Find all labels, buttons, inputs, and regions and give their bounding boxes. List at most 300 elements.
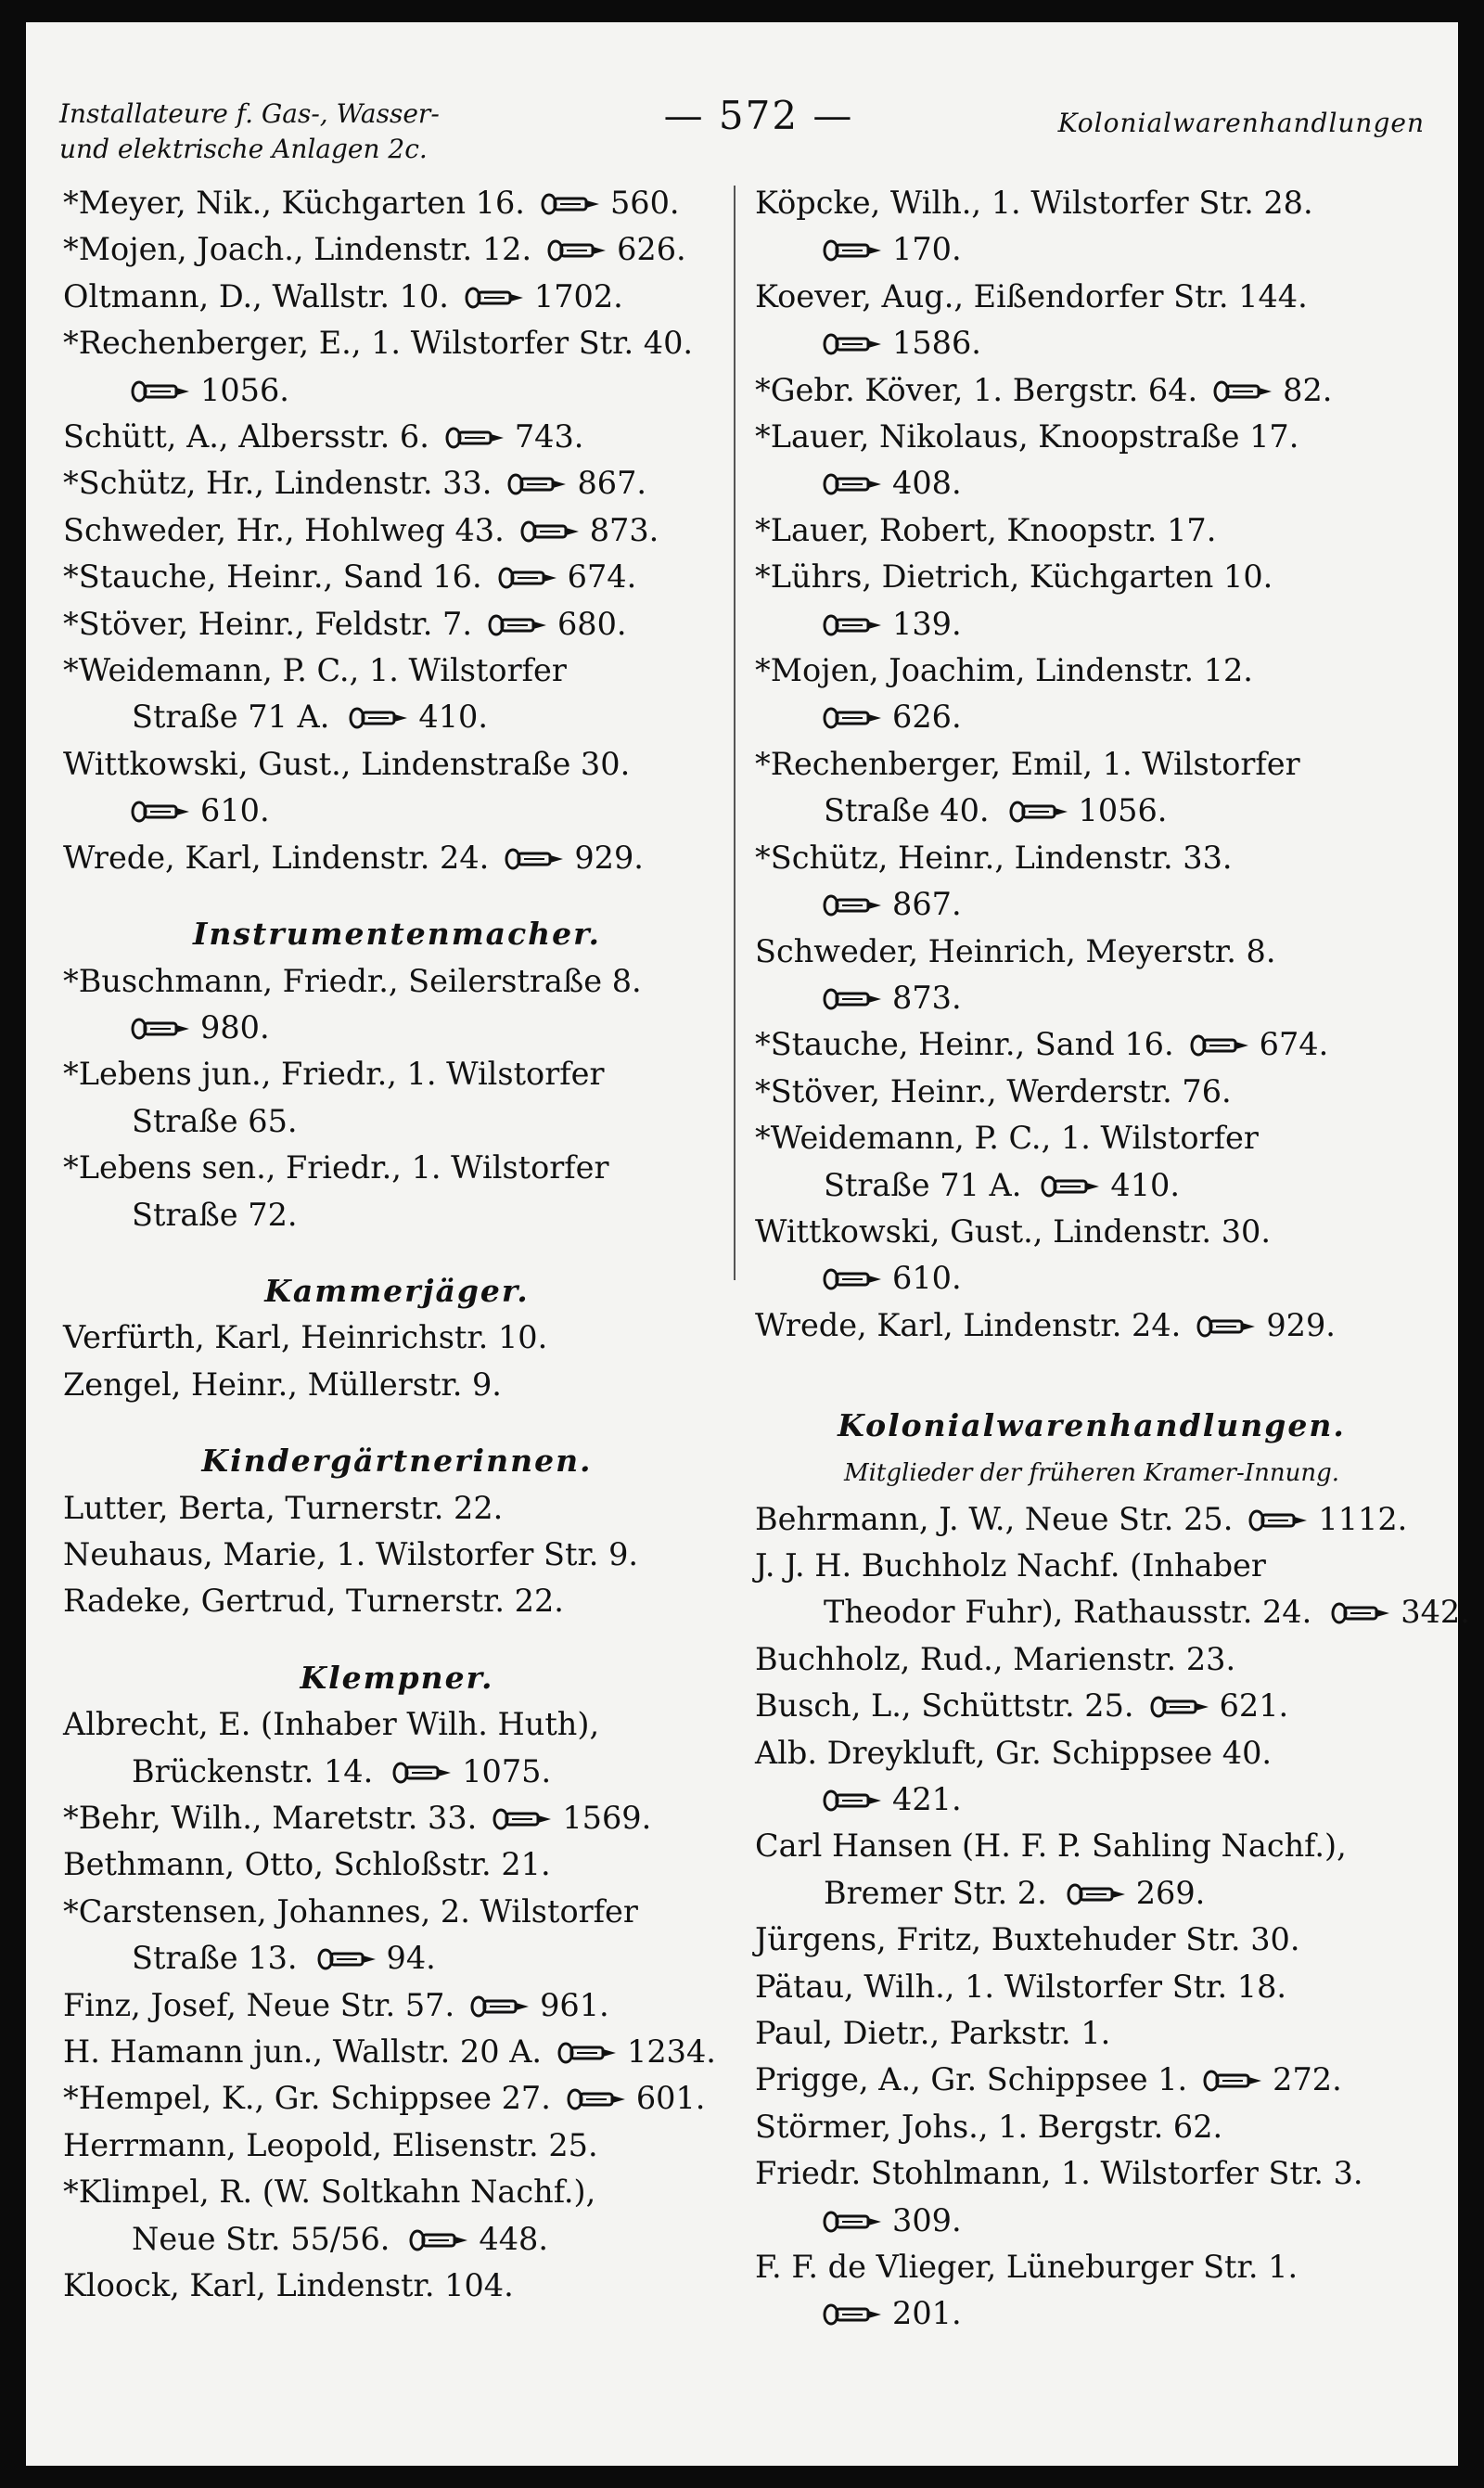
entry-phone — [824, 2202, 962, 2238]
entry-phone — [393, 1753, 551, 1789]
entry-continuation-text: Theodor Fuhr), Rathausstr. 24. — [824, 1594, 1312, 1631]
entry-name-address-text: Schweder, Hr., Hohlweg 43. — [63, 511, 505, 548]
spacer — [755, 1349, 1428, 1379]
entry-name-address-text: Prigge, A., Gr. Schippsee 1. — [755, 2061, 1188, 2098]
entry-name-address: *Lührs, Dietrich, Küchgarten 10. — [755, 558, 1273, 596]
telephone-icon — [824, 893, 883, 917]
entry-phone — [542, 185, 680, 221]
telephone-icon — [393, 1761, 453, 1785]
entry-name-address — [63, 460, 731, 507]
directory-entry — [63, 180, 731, 226]
entry-name-address: Koever, Aug., Eißendorfer Str. 144. — [755, 277, 1308, 314]
telephone-icon — [471, 1994, 531, 2019]
entry-name-address: *Mojen, Joachim, Lindenstr. 12. — [755, 652, 1253, 689]
entry-name-address: *Weidemann, P. C., 1. Wilstorfer — [755, 1120, 1259, 1157]
phone-number: 410. — [1110, 1166, 1180, 1203]
directory-entry — [755, 554, 1428, 648]
entry-phone — [568, 2080, 706, 2116]
entry-phone — [1249, 1501, 1407, 1537]
directory-entry — [63, 2263, 731, 2309]
directory-entry — [63, 648, 731, 741]
directory-entry — [63, 1841, 731, 1888]
directory-entry — [63, 2029, 731, 2075]
column-divider — [734, 186, 736, 1280]
entry-name-address: Wittkowski, Gust., Lindenstraße 30. — [63, 745, 631, 782]
entry-name-address: Jürgens, Fritz, Buxtehuder Str. 30. — [755, 1921, 1300, 1958]
entry-name-address-text: Wrede, Karl, Lindenstr. 24. — [755, 1306, 1182, 1343]
entry-phone — [446, 418, 584, 455]
phone-number: 1234. — [627, 2033, 716, 2071]
phone-number: 621. — [1219, 1687, 1289, 1725]
spacer — [755, 1379, 1428, 1403]
entry-continuation — [755, 1776, 1428, 1823]
spacer — [63, 881, 731, 911]
telephone-icon — [1191, 1033, 1250, 1058]
telephone-icon — [824, 987, 883, 1011]
telephone-icon — [824, 2302, 883, 2327]
entry-phone — [824, 606, 962, 642]
entry-continuation — [755, 2290, 1428, 2337]
telephone-icon — [318, 1947, 377, 1971]
directory-entry — [63, 1315, 731, 1361]
directory-entry — [755, 2150, 1428, 2244]
entry-phone — [824, 465, 962, 501]
entry-phone — [132, 372, 289, 408]
entry-continuation — [63, 788, 731, 834]
entry-name-address — [755, 2057, 1428, 2103]
directory-entry — [63, 460, 731, 507]
entry-phone — [318, 1940, 436, 1976]
telephone-icon — [1332, 1601, 1391, 1625]
directory-entry — [755, 1496, 1428, 1543]
entry-name-address: J. J. H. Buchholz Nachf. (Inhaber — [755, 1546, 1266, 1584]
entry-continuation-text: Straße 71 A. — [824, 1166, 1022, 1203]
directory-entry — [755, 414, 1428, 507]
telephone-icon — [446, 426, 505, 450]
telephone-icon — [824, 332, 883, 356]
entry-name-address: *Carstensen, Johannes, 2. Wilstorfer — [63, 1892, 638, 1930]
entry-continuation — [755, 2198, 1428, 2244]
entry-name-address — [63, 274, 731, 320]
phone-number: 626. — [892, 699, 962, 736]
entry-name-address: Köpcke, Wilh., 1. Wilstorfer Str. 28. — [755, 185, 1313, 221]
entry-continuation — [755, 1589, 1470, 1635]
entry-name-address: *Lebens jun., Friedr., 1. Wilstorfer — [63, 1056, 605, 1093]
entry-name-address: Friedr. Stohlmann, 1. Wilstorfer Str. 3. — [755, 2155, 1363, 2192]
phone-number: 626. — [617, 231, 686, 268]
entry-continuation — [63, 1749, 731, 1795]
list-kammerjaeger — [63, 1315, 731, 1408]
entry-name-address — [63, 226, 731, 273]
directory-entry — [63, 1362, 731, 1408]
phone-number: 139. — [892, 605, 962, 642]
entry-name-address — [63, 601, 731, 648]
phone-number: 1702. — [533, 277, 623, 314]
directory-entry — [755, 507, 1428, 554]
telephone-icon — [499, 566, 558, 590]
directory-entry — [63, 1578, 731, 1624]
header-left-line1: Installateure f. Gas-, Wasser- — [59, 98, 440, 129]
phone-number: 269. — [1135, 1874, 1206, 1911]
directory-entry — [63, 554, 731, 600]
section-title-instrumentenmacher: Instrumentenmacher. — [193, 916, 601, 953]
entry-name-address — [63, 180, 731, 226]
phone-number: 601. — [635, 2080, 706, 2117]
entry-name-address-text: Busch, L., Schüttstr. 25. — [755, 1687, 1134, 1725]
entry-name-address-text: Finz, Josef, Neue Str. 57. — [63, 1986, 455, 2023]
directory-entry — [755, 2010, 1428, 2057]
entry-name-address — [63, 2075, 731, 2122]
phone-number: 674. — [567, 558, 637, 596]
telephone-icon — [824, 613, 883, 637]
telephone-icon — [489, 613, 548, 637]
directory-entry — [755, 1069, 1428, 1115]
telephone-icon — [542, 192, 601, 216]
directory-entry — [63, 320, 731, 414]
list-installateure — [63, 180, 731, 881]
entry-name-address-text: *Gebr. Köver, 1. Bergstr. 64. — [755, 371, 1198, 408]
entry-phone — [489, 606, 627, 642]
directory-entry — [755, 1823, 1428, 1917]
telephone-icon — [493, 1807, 553, 1831]
directory-entry — [755, 367, 1428, 414]
list-kindergaertnerinnen — [63, 1485, 731, 1625]
entry-name-address: *Schütz, Heinr., Lindenstr. 33. — [755, 839, 1233, 876]
entry-name-address-text: *Behr, Wilh., Maretstr. 33. — [63, 1800, 478, 1836]
entry-name-address: *Stöver, Heinr., Werderstr. 76. — [755, 1072, 1232, 1109]
directory-entry — [63, 958, 731, 1052]
entry-name-address-text: *Meyer, Nik., Küchgarten 16. — [63, 185, 525, 221]
entry-continuation-text: Straße 13. — [132, 1940, 298, 1977]
list-instrumentenmacher — [63, 958, 731, 1238]
phone-number: 1056. — [200, 371, 289, 408]
entry-continuation — [63, 367, 731, 414]
entry-phone — [1151, 1687, 1289, 1724]
telephone-icon — [521, 519, 581, 544]
directory-entry — [755, 1021, 1428, 1068]
telephone-icon — [1042, 1174, 1101, 1199]
phone-number: 82. — [1283, 371, 1333, 408]
entry-phone — [505, 840, 644, 876]
telephone-icon — [568, 2087, 627, 2111]
entry-continuation-text: Straße 71 A. — [132, 699, 330, 736]
entry-name-address: Buchholz, Rud., Marienstr. 23. — [755, 1640, 1236, 1677]
entry-name-address — [63, 2029, 731, 2075]
entry-continuation — [755, 975, 1428, 1021]
directory-entry — [63, 1532, 731, 1578]
entry-name-address: Radeke, Gertrud, Turnerstr. 22. — [63, 1583, 564, 1620]
entry-name-address — [755, 367, 1428, 414]
directory-entry — [755, 1302, 1428, 1349]
telephone-icon — [548, 238, 608, 263]
telephone-icon — [1151, 1695, 1210, 1719]
directory-entry — [63, 1701, 731, 1795]
entry-name-address: Herrmann, Leopold, Elisenstr. 25. — [63, 2126, 598, 2163]
entry-name-address: Bethmann, Otto, Schloßstr. 21. — [63, 1846, 551, 1883]
phone-number: 929. — [574, 839, 644, 876]
entry-phone — [466, 278, 623, 314]
entry-phone — [493, 1800, 651, 1836]
spacer — [63, 1238, 731, 1268]
entry-name-address — [755, 1302, 1428, 1349]
entry-name-address: *Rechenberger, E., 1. Wilstorfer Str. 40. — [63, 325, 694, 362]
directory-entry — [755, 2244, 1428, 2338]
entry-phone — [499, 558, 637, 595]
entry-phone — [824, 1781, 962, 1817]
telephone-icon — [508, 472, 568, 496]
entry-phone — [824, 325, 981, 361]
entry-name-address-text: Schütt, A., Albersstr. 6. — [63, 418, 429, 455]
phone-number: 1112. — [1318, 1500, 1408, 1537]
entry-name-address: *Lauer, Nikolaus, Knoopstraße 17. — [755, 418, 1299, 455]
entry-phone — [824, 886, 962, 922]
directory-page — [26, 22, 1470, 2466]
directory-entry — [755, 929, 1428, 1022]
entry-phone — [1010, 792, 1168, 828]
phone-number: 980. — [200, 1008, 270, 1045]
telephone-icon — [1204, 2069, 1263, 2093]
phone-number: 1075. — [462, 1752, 552, 1789]
telephone-icon — [505, 847, 565, 871]
telephone-icon — [1068, 1882, 1127, 1906]
phone-number: 867. — [577, 465, 647, 502]
entry-continuation — [755, 1162, 1428, 1209]
entry-phone — [410, 2221, 548, 2257]
directory-entry — [755, 1209, 1428, 1302]
directory-entry — [755, 180, 1428, 274]
telephone-icon — [1249, 1508, 1309, 1533]
entry-phone — [548, 231, 686, 267]
left-column — [63, 180, 731, 2309]
entry-phone — [1332, 1594, 1470, 1630]
entry-continuation: Straße 65. — [132, 1102, 298, 1139]
directory-entry — [63, 1051, 731, 1145]
entry-name-address: *Lauer, Robert, Knoopstr. 17. — [755, 511, 1217, 548]
entry-name-address: Alb. Dreykluft, Gr. Schippsee 40. — [755, 1734, 1273, 1771]
entry-name-address-text: *Mojen, Joach., Lindenstr. 12. — [63, 231, 532, 268]
entry-continuation — [63, 1935, 731, 1981]
directory-entry — [63, 414, 731, 460]
telephone-icon — [1197, 1315, 1257, 1339]
directory-entry — [755, 1964, 1428, 2010]
entry-name-address — [63, 507, 731, 554]
spacer — [63, 1408, 731, 1438]
phone-number: 1569. — [562, 1800, 652, 1836]
entry-phone — [824, 699, 962, 735]
phone-number: 873. — [589, 511, 659, 548]
entry-phone — [824, 231, 962, 267]
entry-continuation — [755, 881, 1428, 928]
telephone-icon — [824, 2210, 883, 2234]
entry-continuation-text: Neue Str. 55/56. — [132, 2220, 390, 2257]
directory-entry — [63, 2169, 731, 2263]
directory-entry — [63, 2122, 731, 2169]
page-number: — 572 — — [663, 93, 854, 138]
telephone-icon — [558, 2041, 618, 2065]
entry-name-address-text: *Stöver, Heinr., Feldstr. 7. — [63, 605, 472, 642]
entry-phone — [1214, 372, 1332, 408]
directory-entry — [63, 741, 731, 835]
list-klempner — [63, 1701, 731, 2309]
phone-number: 408. — [892, 465, 962, 502]
phone-number: 309. — [892, 2201, 962, 2238]
entry-name-address: *Rechenberger, Emil, 1. Wilstorfer — [755, 745, 1300, 782]
entry-name-address-text: H. Hamann jun., Wallstr. 20 A. — [63, 2033, 543, 2071]
phone-number: 1056. — [1078, 792, 1168, 829]
directory-entry — [63, 507, 731, 554]
phone-number: 342. — [1401, 1594, 1470, 1631]
phone-number: 94. — [386, 1940, 436, 1977]
phone-number: 421. — [892, 1781, 962, 1817]
entry-continuation — [63, 694, 731, 740]
directory-entry — [63, 1485, 731, 1532]
entry-name-address — [63, 554, 731, 600]
entry-continuation-text: Straße 40. — [824, 792, 990, 829]
entry-name-address: *Klimpel, R. (W. Soltkahn Nachf.), — [63, 2174, 596, 2211]
entry-phone — [824, 1260, 962, 1296]
entry-continuation — [63, 2216, 731, 2263]
section-title-klempner: Klempner. — [300, 1659, 494, 1696]
entry-name-address-text: Behrmann, J. W., Neue Str. 25. — [755, 1500, 1234, 1537]
telephone-icon — [132, 379, 191, 404]
entry-phone — [1068, 1875, 1206, 1911]
entry-continuation-text: Brückenstr. 14. — [132, 1752, 374, 1789]
header-right: Kolonialwarenhandlungen — [1057, 108, 1425, 138]
section-title-kammerjaeger: Kammerjäger. — [264, 1272, 530, 1309]
telephone-icon — [410, 2228, 469, 2252]
entry-name-address: Störmer, Johs., 1. Bergstr. 62. — [755, 2108, 1223, 2145]
directory-entry — [755, 648, 1428, 741]
phone-number: 743. — [514, 418, 584, 455]
phone-number: 867. — [892, 886, 962, 923]
phone-number: 448. — [479, 2220, 549, 2257]
telephone-icon — [132, 1017, 191, 1041]
entry-name-address: *Weidemann, P. C., 1. Wilstorfer — [63, 652, 567, 689]
phone-number: 610. — [892, 1260, 962, 1297]
entry-name-address: Neuhaus, Marie, 1. Wilstorfer Str. 9. — [63, 1535, 639, 1572]
directory-entry — [63, 1145, 731, 1238]
entry-name-address-text: Wrede, Karl, Lindenstr. 24. — [63, 839, 490, 876]
entry-phone — [132, 792, 270, 828]
entry-name-address: Kloock, Karl, Lindenstr. 104. — [63, 2267, 514, 2304]
telephone-icon — [1214, 379, 1273, 404]
directory-entry — [755, 2104, 1428, 2150]
entry-phone — [1191, 1026, 1329, 1062]
entry-phone — [132, 1009, 270, 1045]
entry-continuation — [755, 601, 1428, 648]
entry-name-address: Verfürth, Karl, Heinrichstr. 10. — [63, 1319, 548, 1356]
directory-entry — [755, 1543, 1470, 1636]
entry-name-address-text: *Hempel, K., Gr. Schippsee 27. — [63, 2080, 551, 2117]
telephone-icon — [350, 706, 409, 730]
phone-number: 170. — [892, 231, 962, 268]
directory-entry — [63, 601, 731, 648]
phone-number: 1586. — [892, 325, 981, 362]
directory-entry — [63, 226, 731, 273]
directory-entry — [63, 274, 731, 320]
entry-phone — [508, 465, 646, 501]
entry-name-address: Paul, Dietr., Parkstr. 1. — [755, 2015, 1111, 2052]
entry-name-address-text: *Stauche, Heinr., Sand 16. — [755, 1026, 1174, 1063]
entry-name-address-text: *Stauche, Heinr., Sand 16. — [63, 558, 482, 596]
entry-phone — [471, 1987, 609, 2023]
entry-name-address: F. F. de Vlieger, Lüneburger Str. 1. — [755, 2249, 1298, 2286]
spacer — [63, 1625, 731, 1655]
entry-phone — [824, 980, 962, 1016]
entry-name-address: Pätau, Wilh., 1. Wilstorfer Str. 18. — [755, 1968, 1287, 2005]
phone-number: 272. — [1273, 2061, 1342, 2098]
entry-continuation — [755, 788, 1428, 834]
phone-number: 961. — [540, 1986, 609, 2023]
entry-continuation — [755, 460, 1428, 507]
entry-phone — [521, 512, 659, 548]
entry-continuation: Straße 72. — [132, 1196, 298, 1233]
entry-name-address — [63, 835, 731, 881]
telephone-icon — [824, 706, 883, 730]
telephone-icon — [824, 1789, 883, 1813]
entry-name-address-text: *Schütz, Hr., Lindenstr. 33. — [63, 465, 493, 502]
entry-name-address — [63, 1795, 731, 1841]
phone-number: 873. — [892, 979, 962, 1016]
section-title-kolonial: Kolonialwarenhandlungen. — [838, 1407, 1346, 1444]
entry-name-address: *Lebens sen., Friedr., 1. Wilstorfer — [63, 1149, 609, 1186]
directory-entry — [755, 1636, 1428, 1683]
entry-name-address — [63, 414, 731, 460]
entry-name-address: Albrecht, E. (Inhaber Wilh. Huth), — [63, 1706, 600, 1743]
directory-entry — [755, 1730, 1428, 1824]
phone-number: 674. — [1259, 1026, 1329, 1063]
entry-continuation-text: Bremer Str. 2. — [824, 1874, 1047, 1911]
phone-number: 610. — [200, 792, 270, 829]
entry-name-address — [63, 1982, 731, 2029]
phone-number: 201. — [892, 2295, 962, 2332]
entry-name-address — [755, 1021, 1428, 1068]
telephone-icon — [824, 1267, 883, 1291]
phone-number: 680. — [556, 605, 627, 642]
directory-entry — [63, 2075, 731, 2122]
directory-entry — [755, 2057, 1428, 2103]
telephone-icon — [132, 800, 191, 824]
right-column — [755, 180, 1470, 2338]
entry-continuation — [755, 226, 1428, 273]
directory-entry — [755, 835, 1428, 929]
entry-continuation — [755, 320, 1428, 366]
page-header — [26, 22, 1458, 180]
directory-entry — [63, 1982, 731, 2029]
entry-name-address: Carl Hansen (H. F. P. Sahling Nachf.), — [755, 1828, 1347, 1865]
telephone-icon — [824, 238, 883, 263]
entry-name-address: Lutter, Berta, Turnerstr. 22. — [63, 1489, 504, 1526]
entry-phone — [824, 2295, 962, 2331]
telephone-icon — [1010, 800, 1069, 824]
phone-number: 929. — [1266, 1306, 1336, 1343]
entry-name-address-text: Oltmann, D., Wallstr. 10. — [63, 277, 449, 314]
list-klempner-continued — [755, 180, 1428, 1349]
entry-name-address — [755, 1683, 1428, 1729]
telephone-icon — [824, 472, 883, 496]
directory-entry — [755, 1917, 1428, 1963]
entry-continuation — [755, 694, 1428, 740]
phone-number: 410. — [418, 699, 488, 736]
entry-continuation — [63, 1005, 731, 1051]
section-title-kindergaertnerinnen: Kindergärtnerinnen. — [201, 1443, 593, 1480]
phone-number: 560. — [609, 185, 680, 221]
header-left — [59, 96, 579, 167]
entry-phone — [1197, 1307, 1336, 1343]
entry-continuation — [755, 1870, 1428, 1917]
directory-entry — [755, 1115, 1428, 1209]
directory-entry — [63, 1889, 731, 1982]
